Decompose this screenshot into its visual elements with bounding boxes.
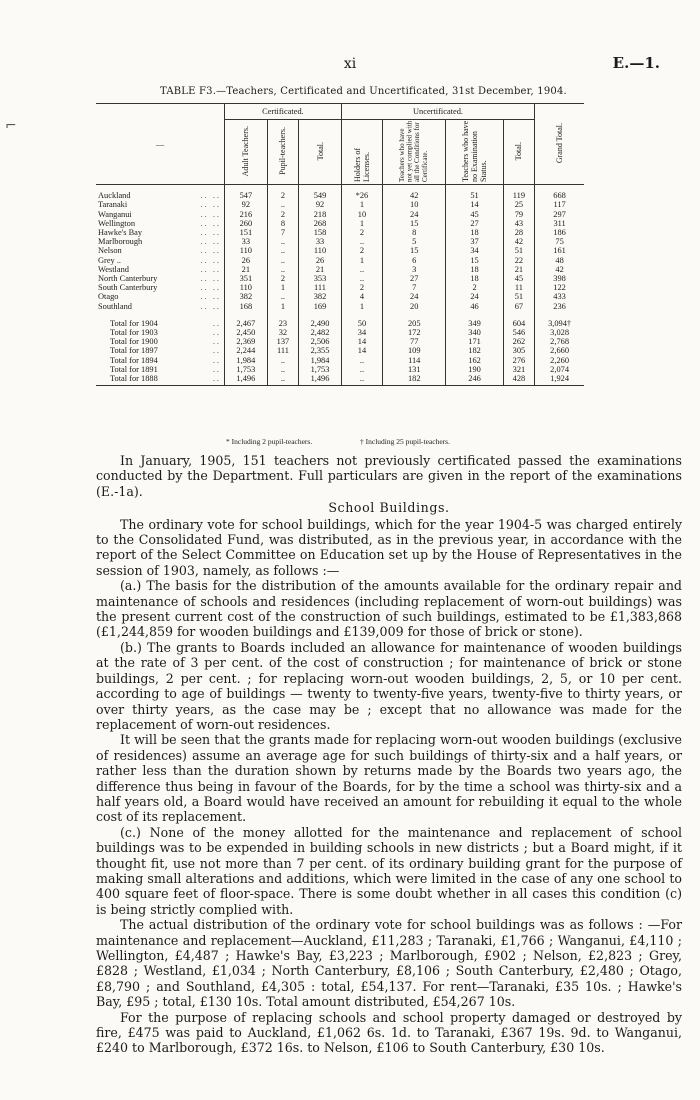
col-header-uncert-total: Total. [503, 120, 534, 185]
table-cell: 15 [383, 219, 446, 228]
table-cell: 547 [225, 185, 268, 201]
table-row [96, 210, 584, 219]
table-cell: 21 [225, 265, 268, 274]
row-label [96, 302, 225, 311]
table-cell: 151 [225, 228, 268, 237]
table-cell: 353 [299, 274, 342, 283]
row-label-text: Taranaki [98, 200, 128, 210]
table-cell: 51 [446, 185, 503, 201]
table-cell: 5 [383, 237, 446, 246]
table-row [96, 292, 584, 301]
table-cell: 42 [383, 185, 446, 201]
col-header-licenses: Holders of Licenses. [341, 120, 382, 185]
table-cell: 32 [267, 328, 298, 337]
footnote-star: * Including 2 pupil-teachers. [226, 437, 313, 446]
table-cell: 1 [341, 219, 382, 228]
col-header-no-exam: Teachers who have no Examination Status. [446, 120, 503, 185]
leader-dots: .. .. [200, 209, 221, 219]
table-cell: 546 [503, 328, 534, 337]
table-cell: 92 [225, 200, 268, 209]
table-cell: 2,660 [535, 346, 584, 355]
table-cell: .. [267, 374, 298, 386]
table-cell: 2 [267, 185, 298, 201]
leader-dots: .. [212, 346, 221, 356]
table-cell: 28 [503, 228, 534, 237]
table-cell: 77 [383, 337, 446, 346]
table-cell: 75 [535, 237, 584, 246]
paragraph: (c.) None of the money allotted for the maintenance and replacement of school buildings was to be expended in building schools in new districts ; but a Board might, if it thought fit, use not more than 7 per cent. of its ordinary building grant for the purpose of making small alterations and additions, which were limited in the case of any one school to 400 square feet of floor-space. There is some doubt whether in all cases this condition (c) is being strictly complied with. [96, 824, 682, 917]
table-cell: 27 [383, 274, 446, 283]
table-cell: 1,984 [299, 356, 342, 365]
table-cell: 18 [446, 228, 503, 237]
table-row [96, 374, 584, 386]
table-cell: 79 [503, 210, 534, 219]
leader-dots: .. .. [200, 218, 221, 228]
table-cell: 398 [535, 274, 584, 283]
table-cell: 172 [383, 328, 446, 337]
row-label-text: South Canterbury [98, 283, 158, 293]
table-cell: 305 [503, 346, 534, 355]
table-row [96, 337, 584, 346]
row-label-text: Southland [98, 301, 132, 311]
table-cell: 67 [503, 302, 534, 311]
table-cell: 2,482 [299, 328, 342, 337]
table-cell: 37 [446, 237, 503, 246]
table-cell: 1 [267, 302, 298, 311]
col-header-grand-total: Grand Total. [535, 104, 584, 185]
table-cell: 1 [341, 256, 382, 265]
table-cell: 1,753 [299, 365, 342, 374]
table-cell: 428 [503, 374, 534, 386]
paragraph: It will be seen that the grants made for replacing worn-out wooden buildings (exclusive of residences) assume an average age for such buildings of thirty-six and a half years, or rather less than the duration shown by returns made by the Boards two years ago, the difference thus being in favour of the Boards, for by the time a school was thirty-six and a half years old, a Board would have received an amount for rebuilding it equal to the whole cost of its replacement. [96, 732, 682, 825]
row-label [96, 210, 225, 219]
table-cell: 46 [446, 302, 503, 311]
row-label-text: Total for 1903 [110, 328, 158, 338]
table-cell: 51 [503, 246, 534, 255]
table-cell: 7 [267, 228, 298, 237]
table-cell: .. [267, 365, 298, 374]
row-label [96, 356, 225, 365]
table-cell: 1,753 [225, 365, 268, 374]
col-header-cert-total: Total. [299, 120, 342, 185]
table-cell: 42 [535, 265, 584, 274]
table-body [96, 185, 584, 386]
row-label-text: Marlborough [98, 237, 143, 247]
table-cell: 22 [503, 256, 534, 265]
row-label-text: North Canterbury [98, 274, 158, 284]
table-cell: 111 [299, 283, 342, 292]
table-cell: 23 [267, 311, 298, 328]
row-label-text: Hawke's Bay [98, 228, 143, 238]
table-cell: 110 [225, 283, 268, 292]
document-reference: E.—1. [612, 54, 660, 72]
table-cell: 668 [535, 185, 584, 201]
table-cell: 1,984 [225, 356, 268, 365]
col-header-adult: Adult Teachers. [225, 120, 268, 185]
table-cell: 218 [299, 210, 342, 219]
table-cell: .. [341, 265, 382, 274]
table-cell: 168 [225, 302, 268, 311]
table-cell: 21 [299, 265, 342, 274]
leader-dots: .. .. [200, 191, 221, 201]
row-label-text: Auckland [98, 191, 131, 201]
row-label-text: Total for 1900 [110, 337, 158, 347]
row-label [96, 283, 225, 292]
row-label [96, 292, 225, 301]
table-cell: 158 [299, 228, 342, 237]
table-cell: 2,467 [225, 311, 268, 328]
table-cell: 1 [267, 283, 298, 292]
leader-dots: .. .. [200, 264, 221, 274]
row-label [96, 374, 225, 386]
table-row [96, 356, 584, 365]
table-cell: 18 [446, 274, 503, 283]
table-cell: 45 [446, 210, 503, 219]
table-cell: 15 [446, 256, 503, 265]
table-cell: 92 [299, 200, 342, 209]
table-cell: .. [341, 237, 382, 246]
table-row [96, 185, 584, 201]
margin-mark: ⌐ [5, 118, 17, 134]
table-cell: 3,028 [535, 328, 584, 337]
row-label-text: Total for 1897 [110, 346, 158, 356]
row-label-text: Otago [98, 292, 119, 302]
table-cell: .. [267, 256, 298, 265]
table-cell: 3,094† [535, 311, 584, 328]
table-cell: 18 [446, 265, 503, 274]
table-cell: 2,244 [225, 346, 268, 355]
table-cell: 6 [383, 256, 446, 265]
table-cell: 2,355 [299, 346, 342, 355]
table-row [96, 328, 584, 337]
table-cell: 1 [341, 302, 382, 311]
table-cell: 111 [267, 346, 298, 355]
table-cell: 1,496 [225, 374, 268, 386]
table-cell: 268 [299, 219, 342, 228]
table-cell: 340 [446, 328, 503, 337]
paragraph: In January, 1905, 151 teachers not previously certificated passed the examinations conducted by the Department. Full particulars are given in the report of the examinations (E.-1a). [96, 453, 682, 499]
row-label-text: Total for 1888 [110, 374, 158, 384]
table-row [96, 228, 584, 237]
table-row [96, 237, 584, 246]
table-cell: 21 [503, 265, 534, 274]
table-cell: 382 [299, 292, 342, 301]
table-cell: 262 [503, 337, 534, 346]
table-row [96, 283, 584, 292]
table-cell: 114 [383, 356, 446, 365]
col-header-not-complied: Teachers who have not yet complied with all the Conditions for Certificate. [383, 120, 446, 185]
row-label [96, 256, 225, 265]
table-cell: 2 [267, 274, 298, 283]
table-cell: 1,924 [535, 374, 584, 386]
leader-dots: .. .. [200, 246, 221, 256]
table-row [96, 219, 584, 228]
leader-dots: .. .. [200, 301, 221, 311]
footnote-dagger: † Including 25 pupil-teachers. [360, 437, 450, 446]
teachers-table [96, 103, 584, 386]
table-cell: .. [341, 274, 382, 283]
table-cell: 171 [446, 337, 503, 346]
table-cell: 161 [535, 246, 584, 255]
table-cell: 2,450 [225, 328, 268, 337]
table-row [96, 311, 584, 328]
table-cell: .. [341, 365, 382, 374]
table-cell: 117 [535, 200, 584, 209]
row-label-text: Grey .. [98, 255, 122, 265]
table-cell: 33 [225, 237, 268, 246]
table-cell: 119 [503, 185, 534, 201]
table-cell: 27 [446, 219, 503, 228]
table-cell: 51 [503, 292, 534, 301]
table-cell: 182 [383, 374, 446, 386]
table-cell: .. [267, 265, 298, 274]
table-cell: 2,260 [535, 356, 584, 365]
row-label [96, 265, 225, 274]
table-cell: 3 [383, 265, 446, 274]
table-cell: .. [267, 200, 298, 209]
table-cell: 2 [341, 283, 382, 292]
table-cell: 2,369 [225, 337, 268, 346]
table-cell: 26 [299, 256, 342, 265]
leader-dots: .. [212, 374, 221, 384]
table-row [96, 265, 584, 274]
leader-dots: .. [212, 364, 221, 374]
table-cell: 11 [503, 283, 534, 292]
table-cell: 433 [535, 292, 584, 301]
table-cell: 1 [341, 200, 382, 209]
paragraph: (a.) The basis for the distribution of the amounts available for the ordinary repair and maintenance of schools and residences (including replacement of worn-out buildings) was the present current cost of the construction of such buildings, estimated to be £1,383,868 (£1,244,859 for wooden buildings and £139,009 for those of brick or stone). [96, 578, 682, 640]
table-cell: 162 [446, 356, 503, 365]
table-cell: 34 [446, 246, 503, 255]
table-cell: 311 [535, 219, 584, 228]
table-cell: 131 [383, 365, 446, 374]
table-cell: 24 [446, 292, 503, 301]
table-cell: 169 [299, 302, 342, 311]
row-label [96, 337, 225, 346]
table-cell: 42 [503, 237, 534, 246]
table-cell: 260 [225, 219, 268, 228]
table-cell: 24 [383, 210, 446, 219]
header-dash: — [96, 104, 225, 185]
table-cell: 15 [383, 246, 446, 255]
table-cell: 10 [383, 200, 446, 209]
leader-dots: .. .. [200, 237, 221, 247]
row-label [96, 219, 225, 228]
leader-dots: .. [212, 328, 221, 338]
leader-dots: .. [212, 355, 221, 365]
table-cell: .. [341, 374, 382, 386]
row-label [96, 237, 225, 246]
table-cell: 604 [503, 311, 534, 328]
leader-dots: .. .. [200, 200, 221, 210]
table-cell: .. [267, 237, 298, 246]
row-label-text: Total for 1904 [110, 318, 158, 328]
table-cell: 109 [383, 346, 446, 355]
table-cell: 137 [267, 337, 298, 346]
table-cell: .. [267, 356, 298, 365]
row-label-text: Westland [98, 264, 129, 274]
row-label [96, 311, 225, 328]
table-cell: 24 [383, 292, 446, 301]
row-label [96, 200, 225, 209]
table-cell: 1,496 [299, 374, 342, 386]
table-cell: 110 [299, 246, 342, 255]
leader-dots: .. .. [200, 255, 221, 265]
paragraph: The actual distribution of the ordinary vote for school buildings was as follows : —For maintenance and replacement—Auckland, £11,283 ; Taranaki, £1,766 ; Wanganui, £4,110 ; Wellington, £4,487 ; Hawke's Bay, £3,223 ; Marlborough, £902 ; Nelson, £2,823 ; Grey, £828 ; Westland, £1,034 ; North Canterbury, £8,106 ; South Canterbury, £2,480 ; Otago, £8,790 ; and Southland, £4,305 : total, £54,137. For rent—Taranaki, £35 10s. ; Hawke's Bay, £95 ; total, £130 10s. Total amount distributed, £54,267 10s. [96, 917, 682, 1010]
leader-dots: .. [212, 337, 221, 347]
leader-dots: .. [212, 318, 221, 328]
row-label-text: Nelson [98, 246, 122, 256]
table-cell: 50 [341, 311, 382, 328]
row-label-text: Wellington [98, 218, 136, 228]
table-cell: 190 [446, 365, 503, 374]
table-cell: 186 [535, 228, 584, 237]
table-cell: 14 [341, 337, 382, 346]
table-cell: 110 [225, 246, 268, 255]
row-label [96, 246, 225, 255]
table-cell: 2 [341, 246, 382, 255]
table-cell: 7 [383, 283, 446, 292]
row-label [96, 328, 225, 337]
table-cell: 2,074 [535, 365, 584, 374]
table-cell: *26 [341, 185, 382, 201]
table-row [96, 365, 584, 374]
table-row [96, 200, 584, 209]
table-cell: 4 [341, 292, 382, 301]
table-cell: 2 [267, 210, 298, 219]
table-cell: 2,768 [535, 337, 584, 346]
row-label-text: Total for 1894 [110, 355, 158, 365]
page-number: xi [343, 56, 357, 72]
paragraph: (b.) The grants to Boards included an allowance for maintenance of wooden buildings at the rate of 3 per cent. of the cost of construction ; for maintenance of brick or stone buildings, 2 per cent. ; for replacing worn-out wooden buildings, 2, 5, or 10 per cent. according to age of buildings — twenty to twenty-five years, twenty-five to thirty years, or over thirty years, as the case may be ; except that no allowance was made for the replacement of worn-out residences. [96, 639, 682, 732]
table-cell: 2,490 [299, 311, 342, 328]
table-cell: 246 [446, 374, 503, 386]
table-cell: 236 [535, 302, 584, 311]
table-cell: 20 [383, 302, 446, 311]
table-cell: 43 [503, 219, 534, 228]
table-cell: 297 [535, 210, 584, 219]
table-cell: 48 [535, 256, 584, 265]
table-cell: 2 [341, 228, 382, 237]
table-row [96, 274, 584, 283]
table-cell: 182 [446, 346, 503, 355]
group-uncertificated: Uncertificated. [341, 104, 534, 120]
table-row [96, 256, 584, 265]
col-header-pupil: Pupil-teachers. [267, 120, 298, 185]
leader-dots: .. .. [200, 283, 221, 293]
table-cell: 34 [341, 328, 382, 337]
table-cell: 351 [225, 274, 268, 283]
table-cell: 205 [383, 311, 446, 328]
table-cell: 349 [446, 311, 503, 328]
table-cell: 382 [225, 292, 268, 301]
table-cell: 8 [267, 219, 298, 228]
table-cell: .. [267, 292, 298, 301]
leader-dots: .. .. [200, 274, 221, 284]
table-cell: 321 [503, 365, 534, 374]
table-cell: 14 [446, 200, 503, 209]
table-cell: 2 [446, 283, 503, 292]
paragraph: For the purpose of replacing schools and school property damaged or destroyed by fire, £475 was paid to Auckland, £1,062 6s. 1d. to Taranaki, £367 19s. 9d. to Wanganui, £240 to Marlborough, £372 16s. to Nelson, £106 to South Canterbury, £30 10s. [96, 1009, 682, 1056]
table-cell: 216 [225, 210, 268, 219]
row-label [96, 346, 225, 355]
section-heading: School Buildings. [328, 500, 450, 516]
table-cell: 2,506 [299, 337, 342, 346]
table-cell: 25 [503, 200, 534, 209]
group-certificated: Certificated. [225, 104, 342, 120]
row-label-text: Wanganui [98, 209, 132, 219]
row-label [96, 185, 225, 201]
row-label-text: Total for 1891 [110, 364, 158, 374]
leader-dots: .. .. [200, 292, 221, 302]
table-cell: .. [267, 246, 298, 255]
row-label [96, 274, 225, 283]
table-cell: 45 [503, 274, 534, 283]
table-row [96, 302, 584, 311]
table-row [96, 346, 584, 355]
body-text [96, 453, 682, 1056]
table-cell: 276 [503, 356, 534, 365]
leader-dots: .. .. [200, 228, 221, 238]
row-label [96, 228, 225, 237]
table-cell: .. [341, 356, 382, 365]
paragraph: The ordinary vote for school buildings, which for the year 1904-5 was charged entirely to the Consolidated Fund, was distributed, as in the previous year, in accordance with the report of the Select Committee on Education set up by the House of Representatives in the session of 1903, namely, as follows :— [96, 516, 682, 578]
row-label [96, 365, 225, 374]
table-cell: 14 [341, 346, 382, 355]
table-cell: 122 [535, 283, 584, 292]
table-cell: 26 [225, 256, 268, 265]
table-cell: 8 [383, 228, 446, 237]
table-cell: 549 [299, 185, 342, 201]
table-cell: 33 [299, 237, 342, 246]
table-title: TABLE F3.—Teachers, Certificated and Uncertificated, 31st December, 1904. [160, 86, 567, 97]
table-row [96, 246, 584, 255]
table-cell: 10 [341, 210, 382, 219]
